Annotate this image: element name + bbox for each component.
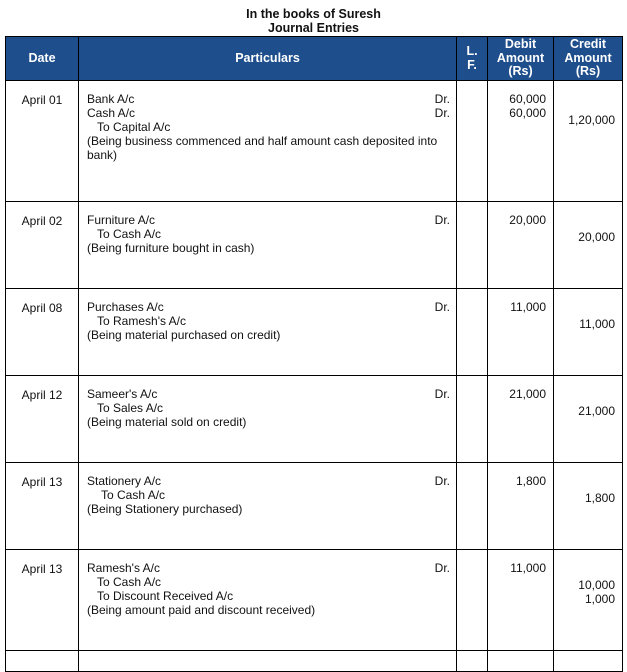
narration: (Being material purchased on credit): [87, 328, 281, 342]
entry-lf: [457, 81, 488, 202]
col-header-particulars: Particulars: [79, 37, 457, 81]
entry-lf: [457, 550, 488, 651]
entry-lf: [457, 202, 488, 289]
entry-credit: 21,000: [554, 376, 623, 463]
entry-lf: [457, 463, 488, 550]
entry-particulars: Sameer's A/c Dr. To Sales A/c (Being material sold on credit): [79, 376, 457, 463]
entry-debit: 60,000 60,000: [488, 81, 554, 202]
narration: (Being business commenced and half amount cash deposited into bank): [87, 134, 438, 162]
table-row: [6, 289, 623, 376]
entry-credit: 11,000: [554, 289, 623, 376]
narration: (Being material sold on credit): [87, 415, 247, 429]
entry-date: April 13: [6, 463, 79, 550]
entry-date: April 12: [6, 376, 79, 463]
entry-credit: 20,000: [554, 202, 623, 289]
entry-debit: 11,000: [488, 289, 554, 376]
entry-date: April 02: [6, 202, 79, 289]
entry-date: April 08: [6, 289, 79, 376]
entry-particulars: Stationery A/c Dr. To Cash A/c (Being Stationery purchased): [79, 463, 457, 550]
table-row: [6, 376, 623, 463]
entry-debit: 11,000: [488, 550, 554, 651]
entry-particulars: Furniture A/c Dr. To Cash A/c (Being furniture bought in cash): [79, 202, 457, 289]
table-row-partial: [6, 651, 623, 672]
entry-date: April 01: [6, 81, 79, 202]
narration: (Being amount paid and discount received): [87, 603, 316, 617]
entry-debit: 21,000: [488, 376, 554, 463]
narration: (Being furniture bought in cash): [87, 241, 255, 255]
journal-title: Journal Entries: [268, 21, 359, 35]
entry-date: April 13: [6, 550, 79, 651]
entry-particulars: Ramesh's A/c Dr. To Cash A/c To Discount Received A/c (Being amount paid and discount received): [79, 550, 457, 651]
table-row: [6, 463, 623, 550]
entry-particulars: Purchases A/c Dr. To Ramesh's A/c (Being material purchased on credit): [79, 289, 457, 376]
books-heading: In the books of Suresh: [246, 7, 381, 21]
col-header-debit: Debit Amount (Rs): [488, 37, 554, 81]
entry-lf: [457, 289, 488, 376]
entry-debit: 1,800: [488, 463, 554, 550]
entry-lf: [457, 376, 488, 463]
table-row: [6, 202, 623, 289]
entry-particulars: Bank A/c Dr. Cash A/c Dr. To Capital A/c (Being business commenced and half amount cash deposited into bank): [79, 81, 457, 202]
entry-credit: 10,000 1,000: [554, 550, 623, 651]
col-header-credit: Credit Amount (Rs): [554, 37, 623, 81]
table-row: [6, 81, 623, 202]
journal-table: [5, 36, 623, 672]
entry-credit: 1,800: [554, 463, 623, 550]
narration: (Being Stationery purchased): [87, 502, 243, 516]
col-header-lf: L. F.: [457, 37, 488, 81]
entry-debit: 20,000: [488, 202, 554, 289]
col-header-date: Date: [6, 37, 79, 81]
table-header-row: [6, 37, 623, 81]
entry-credit: 1,20,000: [554, 81, 623, 202]
table-row: [6, 550, 623, 651]
